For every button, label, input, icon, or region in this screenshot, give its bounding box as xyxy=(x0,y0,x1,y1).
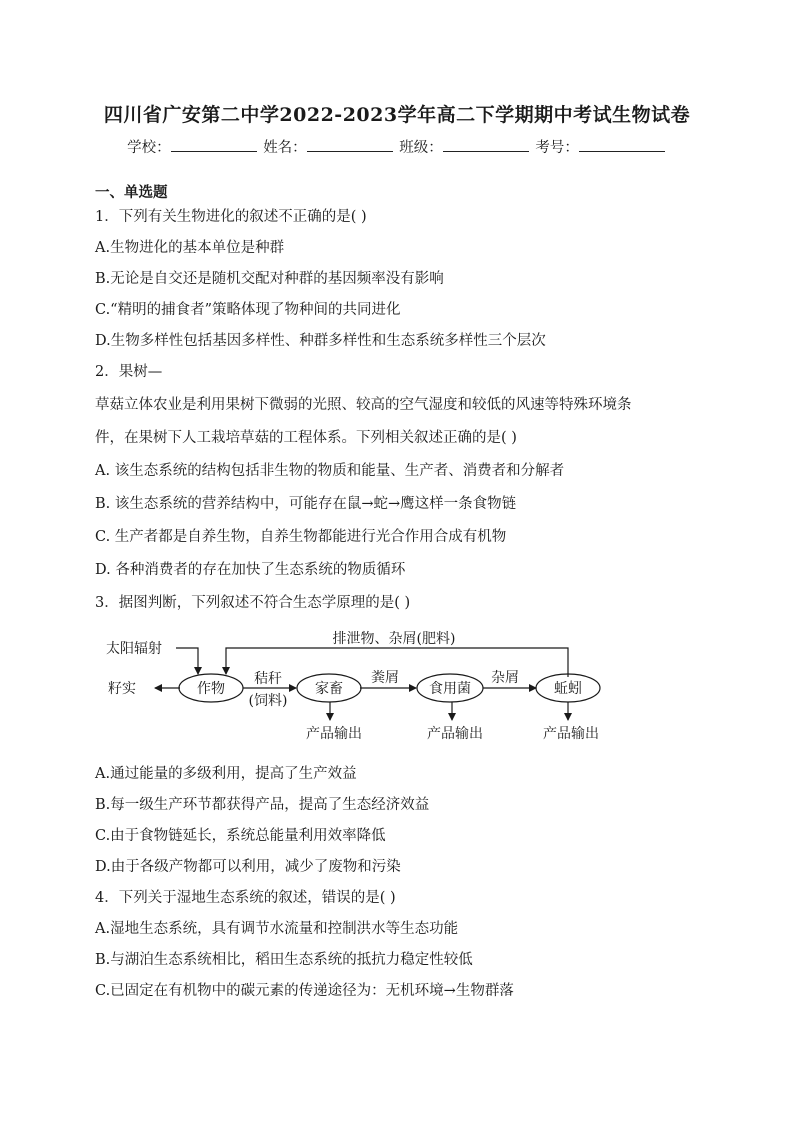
q4-option-b: B.与湖泊生态系统相比，稻田生态系统的抵抗力稳定性较低 xyxy=(95,952,473,968)
output-label-2: 产品输出 xyxy=(427,726,483,742)
q2-stem-line-3: 件，在果树下人工栽培草菇的工程体系。下列相关叙述正确的是( ) xyxy=(95,430,517,446)
q2-option-d: D. 各种消费者的存在加快了生态系统的物质循环 xyxy=(95,562,406,578)
q1-option-d: D.生物多样性包括基因多样性、种群多样性和生态系统多样性三个层次 xyxy=(95,333,546,349)
q4-option-c: C.已固定在有机物中的碳元素的传递途径为：无机环境→生物群落 xyxy=(95,983,514,999)
q1-stem: 1．下列有关生物进化的叙述不正确的是( ) xyxy=(95,209,367,225)
straw-label: 秸秆 xyxy=(254,671,282,687)
name-label: 姓名： xyxy=(263,140,307,156)
fungus-label: 食用菌 xyxy=(429,681,471,697)
sun-label: 太阳辐射 xyxy=(106,641,162,657)
crop-label: 作物 xyxy=(197,681,225,697)
class-label: 班级： xyxy=(399,140,443,156)
exam-number-label: 考号： xyxy=(535,140,579,156)
seed-label: 籽实 xyxy=(108,681,136,697)
q4-option-a: A.湿地生态系统，具有调节水流量和控制洪水等生态功能 xyxy=(95,921,459,937)
q3-option-d: D.由于各级产物都可以利用，减少了废物和污染 xyxy=(95,859,401,875)
q2-option-c: C. 生产者都是自养生物，自养生物都能进行光合作用合成有机物 xyxy=(95,529,507,545)
q2-stem-line-1: 2．果树— xyxy=(95,364,163,380)
q3-option-b: B.每一级生产环节都获得产品，提高了生态经济效益 xyxy=(95,797,430,813)
exam-title: 四川省广安第二中学2022-2023学年高二下学期期中考试生物试卷 xyxy=(103,104,691,126)
q3-stem: 3．据图判断，下列叙述不符合生态学原理的是( ) xyxy=(95,595,411,611)
q3-option-a: A.通过能量的多级利用，提高了生产效益 xyxy=(95,766,357,782)
feed-label: (饲料) xyxy=(248,693,288,709)
section-heading: 一、单选题 xyxy=(95,184,168,201)
manure-label: 粪屑 xyxy=(371,670,399,686)
q1-option-c: C.“精明的捕食者”策略体现了物种间的共同进化 xyxy=(95,302,401,318)
fertilizer-label: 排泄物、杂屑(肥料) xyxy=(332,631,456,647)
q2-option-a: A. 该生态系统的结构包括非生物的物质和能量、生产者、消费者和分解者 xyxy=(95,463,565,479)
q1-option-b: B.无论是自交还是随机交配对种群的基因频率没有影响 xyxy=(95,271,444,287)
q2-option-b: B. 该生态系统的营养结构中，可能存在鼠→蛇→鹰这样一条食物链 xyxy=(95,496,517,512)
livestock-label: 家畜 xyxy=(315,681,343,697)
scraps-label: 杂屑 xyxy=(491,670,519,686)
earthworm-label: 蚯蚓 xyxy=(554,681,582,697)
q2-stem-line-2: 草菇立体农业是利用果树下微弱的光照、较高的空气湿度和较低的风速等特殊环境条 xyxy=(95,397,632,413)
school-label: 学校： xyxy=(127,140,171,156)
output-label-1: 产品输出 xyxy=(306,726,362,742)
q1-option-a: A.生物进化的基本单位是种群 xyxy=(95,240,285,256)
sun-arrow xyxy=(176,648,198,674)
q3-option-c: C.由于食物链延长，系统总能量利用效率降低 xyxy=(95,828,386,844)
q4-stem: 4．下列关于湿地生态系统的叙述，错误的是( ) xyxy=(95,890,396,906)
output-label-3: 产品输出 xyxy=(543,726,599,742)
